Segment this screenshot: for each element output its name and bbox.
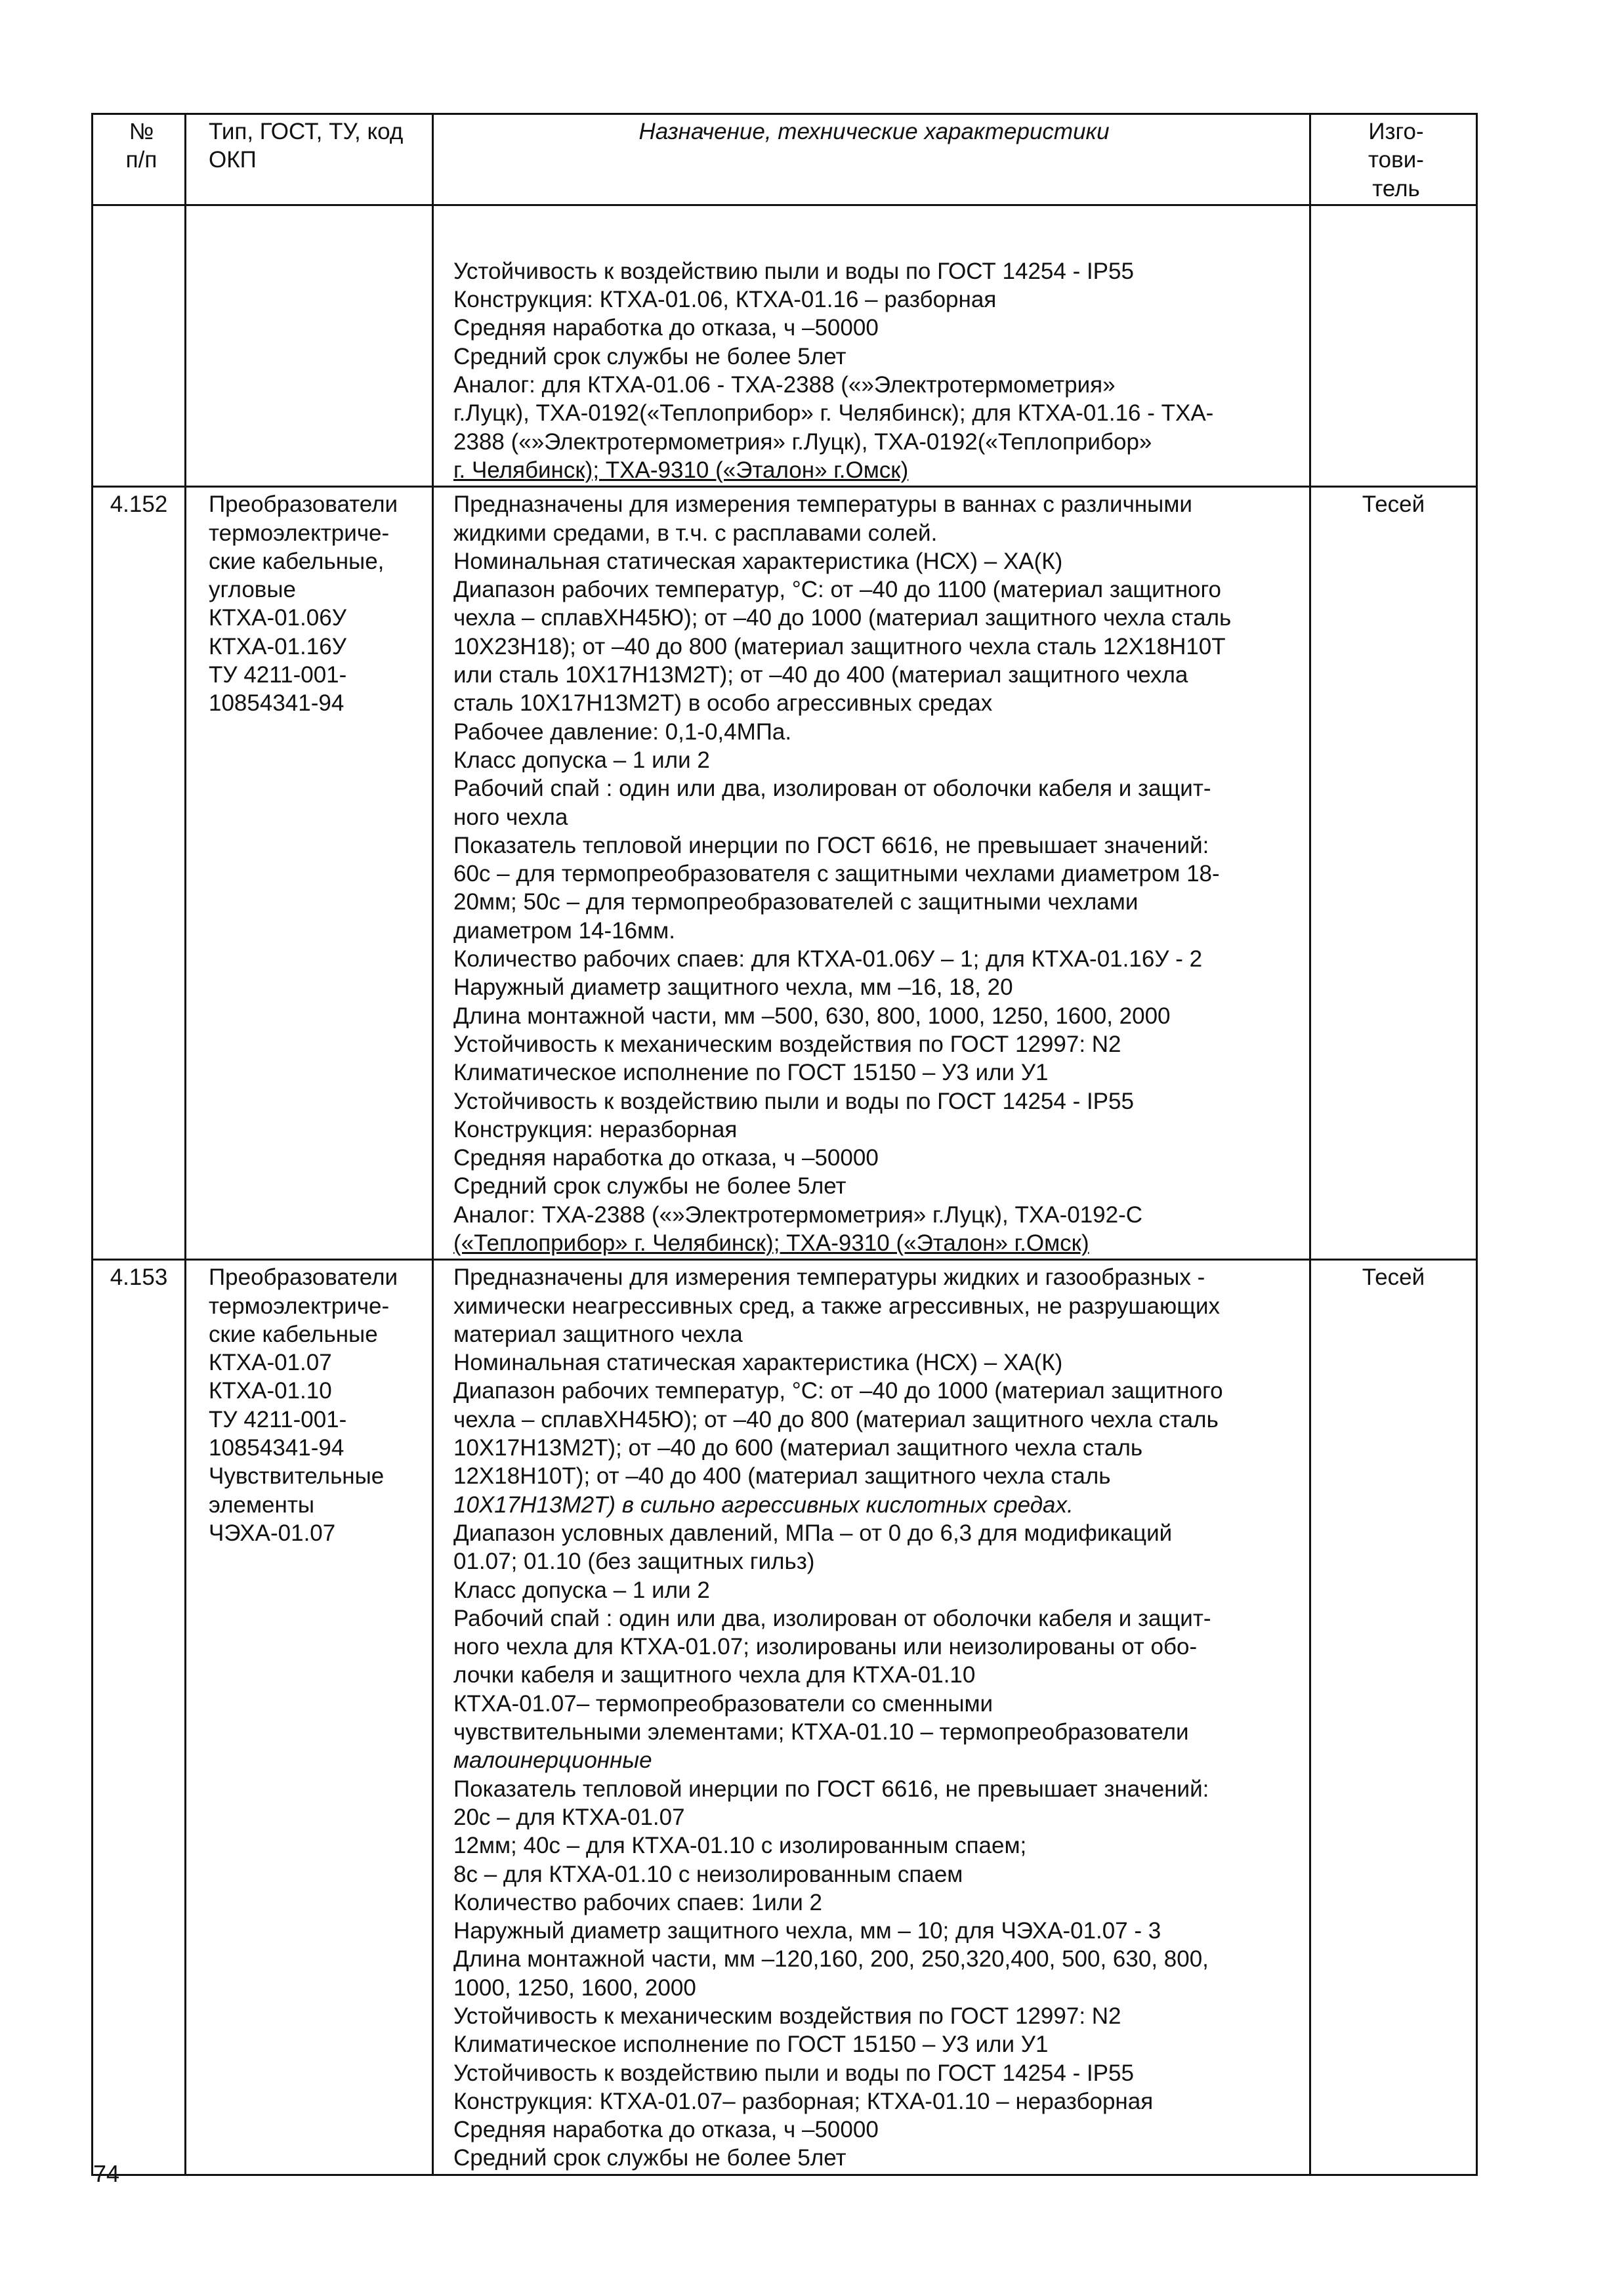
description-line: Номинальная статическая характеристика (НСХ) – ХА(К) — [453, 1350, 1063, 1376]
description-line: г.Луцк), ТХА-0192(«Теплоприбор» г. Челябинск); для КТХА-01.16 - ТХА- — [453, 400, 1214, 427]
description-line: Средняя наработка до отказа, ч –50000 — [453, 315, 879, 341]
description-line: Устойчивость к механическим воздействия по ГОСТ 12997: N2 — [453, 1031, 1121, 1057]
description-line: Конструкция: неразборная — [453, 1116, 738, 1142]
description-line: Средний срок службы не более 5лет — [453, 343, 846, 369]
table-row — [93, 1260, 1477, 2175]
header-num-line: № — [129, 119, 154, 144]
description-line: малоинерционные — [453, 1747, 652, 1774]
header-description-line: Назначение, технические характеристики — [638, 119, 1110, 144]
type-line: Преобразователи — [209, 491, 398, 518]
cell-manufacturer — [1310, 205, 1477, 486]
type-line: КТХА-01.16У — [209, 633, 346, 659]
type-line: КТХА-01.06У — [209, 605, 346, 631]
description-line: Устойчивость к воздействию пыли и воды по ГОСТ 14254 - IP55 — [453, 2060, 1134, 2086]
description-line: 8с – для КТХА-01.10 с неизолированным спаем — [453, 1861, 963, 1887]
header-type — [186, 114, 433, 205]
description-line: Класс допуска – 1 или 2 — [453, 1577, 710, 1603]
description-line: 12Х18Н10Т); от –40 до 400 (материал защитного чехла сталь — [453, 1463, 1111, 1490]
description-line: Предназначены для измерения температуры в ваннах с различными — [453, 491, 1192, 518]
description-line: Количество рабочих спаев: 1или 2 — [453, 1889, 822, 1915]
page-number: 74 — [93, 2160, 120, 2187]
type-line: 10854341-94 — [209, 1435, 345, 1461]
cell-number: 4.152 — [93, 487, 186, 1260]
header-maker-line: тови- — [1368, 147, 1424, 173]
cell-type — [186, 205, 433, 486]
description-line: 60с – для термопреобразователя с защитными чехлами диаметром 18- — [453, 861, 1220, 887]
description-line: Средняя наработка до отказа, ч –50000 — [453, 2117, 879, 2143]
type-line: Преобразователи — [209, 1264, 398, 1291]
header-maker — [1310, 114, 1477, 205]
cell-description — [433, 487, 1310, 1260]
description-line: 10Х23Н18); от –40 до 800 (материал защитного чехла сталь 12Х18Н10Т — [453, 633, 1226, 659]
description-line: жидкими средами, в т.ч. с расплавами солей. — [453, 520, 938, 546]
description-line: Наружный диаметр защитного чехла, мм – 10; для ЧЭХА-01.07 - 3 — [453, 1918, 1161, 1944]
description-line: 20мм; 50с – для термопреобразователей с защитными чехлами — [453, 889, 1139, 915]
header-description — [433, 114, 1310, 205]
cell-number: 4.153 — [93, 1260, 186, 2175]
description-line: 10Х17Н13М2Т); от –40 до 600 (материал защитного чехла сталь — [453, 1435, 1143, 1461]
type-line: КТХА-01.07 — [209, 1350, 332, 1376]
description-line: Длина монтажной части, мм –500, 630, 800, 1000, 1250, 1600, 2000 — [453, 1003, 1171, 1029]
description-line: 01.07; 01.10 (без защитных гильз) — [453, 1549, 815, 1575]
description-line: Показатель тепловой инерции по ГОСТ 6616, не превышает значений: — [453, 832, 1209, 858]
description-line: 10Х17Н13М2Т) в сильно агрессивных кислотных средах. — [453, 1492, 1074, 1518]
type-line: КТХА-01.10 — [209, 1378, 332, 1404]
description-line: 20с – для КТХА-01.07 — [453, 1804, 685, 1830]
cell-description — [433, 205, 1310, 486]
description-line: 12мм; 40с – для КТХА-01.10 с изолированным спаем; — [453, 1833, 1027, 1859]
description-line: Длина монтажной части, мм –120,160, 200, 250,320,400, 500, 630, 800, — [453, 1946, 1209, 1972]
description-line: химически неагрессивных сред, а также агрессивных, не разрушающих — [453, 1293, 1221, 1319]
type-line: угловые — [209, 577, 296, 603]
description-line: 1000, 1250, 1600, 2000 — [453, 1974, 696, 2001]
description-line: 2388 («»Электротермометрия» г.Луцк), ТХА-0192(«Теплоприбор» — [453, 428, 1152, 455]
table-body — [93, 205, 1477, 2175]
cell-manufacturer: Тесей — [1310, 1260, 1477, 2175]
description-line: Конструкция: КТХА-01.07– разборная; КТХА-01.10 – неразборная — [453, 2088, 1154, 2114]
description-line: Рабочий спай : один или два, изолирован от оболочки кабеля и защит- — [453, 776, 1211, 802]
cell-number — [93, 205, 186, 486]
description-line: Рабочее давление: 0,1-0,4МПа. — [453, 719, 792, 745]
cell-description — [433, 1260, 1310, 2175]
header-num-line: п/п — [125, 147, 157, 173]
description-line: Диапазон рабочих температур, °С: от –40 до 1100 (материал защитного — [453, 577, 1221, 603]
header-maker-line: Изго- — [1368, 119, 1424, 144]
spec-table — [91, 113, 1478, 2176]
description-line: Устойчивость к воздействию пыли и воды по ГОСТ 14254 - IP55 — [453, 258, 1134, 284]
description-line: чехла – сплавХН45Ю); от –40 до 1000 (материал защитного чехла сталь — [453, 605, 1232, 631]
table-row — [93, 487, 1477, 1260]
type-line: ТУ 4211-001- — [209, 662, 347, 688]
description-line: диаметром 14-16мм. — [453, 917, 675, 944]
description-line: Климатическое исполнение по ГОСТ 15150 – У3 или У1 — [453, 2032, 1049, 2058]
description-line: Аналог: для КТХА-01.06 - ТХА-2388 («»Электротермометрия» — [453, 372, 1116, 398]
header-type-line: Тип, ГОСТ, ТУ, код — [209, 119, 404, 144]
type-line: ТУ 4211-001- — [209, 1406, 347, 1432]
description-line: Количество рабочих спаев: для КТХА-01.06У – 1; для КТХА-01.16У - 2 — [453, 946, 1203, 972]
description-line: г. Челябинск); ТХА-9310 («Эталон» г.Омск) — [453, 457, 909, 483]
table-row — [93, 205, 1477, 486]
description-line: («Теплоприбор» г. Челябинск); ТХА-9310 («Эталон» г.Омск) — [453, 1230, 1089, 1256]
description-line: ного чехла — [453, 804, 568, 830]
description-line: Устойчивость к механическим воздействия по ГОСТ 12997: N2 — [453, 2003, 1121, 2029]
type-line: 10854341-94 — [209, 690, 345, 717]
description-line: Диапазон рабочих температур, °С: от –40 до 1000 (материал защитного — [453, 1378, 1223, 1404]
description-line: сталь 10Х17Н13М2Т) в особо агрессивных средах — [453, 690, 993, 717]
type-line: ские кабельные — [209, 1321, 378, 1347]
description-line: Средний срок службы не более 5лет — [453, 2145, 846, 2171]
description-line: Средняя наработка до отказа, ч –50000 — [453, 1145, 879, 1171]
description-line: Рабочий спай : один или два, изолирован от оболочки кабеля и защит- — [453, 1605, 1211, 1631]
type-line: термоэлектриче- — [209, 1293, 390, 1319]
description-line: материал защитного чехла — [453, 1321, 743, 1347]
type-line: Чувствительные — [209, 1463, 385, 1490]
description-line: Устойчивость к воздействию пыли и воды по ГОСТ 14254 - IP55 — [453, 1088, 1134, 1114]
type-line: термоэлектриче- — [209, 520, 390, 546]
description-line: Климатическое исполнение по ГОСТ 15150 – У3 или У1 — [453, 1060, 1049, 1086]
header-num — [93, 114, 186, 205]
description-line: чехла – сплавХН45Ю); от –40 до 800 (материал защитного чехла сталь — [453, 1406, 1219, 1432]
cell-manufacturer: Тесей — [1310, 487, 1477, 1260]
description-line: лочки кабеля и защитного чехла для КТХА-01.10 — [453, 1662, 976, 1688]
description-line: Предназначены для измерения температуры жидких и газообразных - — [453, 1264, 1205, 1291]
description-line: Наружный диаметр защитного чехла, мм –16, 18, 20 — [453, 974, 1013, 1001]
description-line: Номинальная статическая характеристика (НСХ) – ХА(К) — [453, 548, 1063, 574]
description-line: Средний срок службы не более 5лет — [453, 1173, 846, 1200]
type-line: ские кабельные, — [209, 548, 385, 574]
description-line: или сталь 10Х17Н13М2Т); от –40 до 400 (материал защитного чехла — [453, 662, 1188, 688]
cell-type — [186, 487, 433, 1260]
header-maker-line: тель — [1372, 175, 1420, 201]
description-line: Класс допуска – 1 или 2 — [453, 747, 710, 773]
description-line: КТХА-01.07– термопреобразователи со сменными — [453, 1690, 993, 1717]
type-line: элементы — [209, 1492, 315, 1518]
description-line: ного чехла для КТХА-01.07; изолированы или неизолированы от обо- — [453, 1634, 1198, 1660]
cell-type — [186, 1260, 433, 2175]
description-line: Конструкция: КТХА-01.06, КТХА-01.16 – разборная — [453, 287, 997, 313]
header-type-line: ОКП — [209, 147, 257, 173]
description-line: чувствительными элементами; КТХА-01.10 – термопреобразователи — [453, 1719, 1189, 1745]
type-line: ЧЭХА-01.07 — [209, 1520, 336, 1546]
header-row — [93, 114, 1477, 205]
description-line: Показатель тепловой инерции по ГОСТ 6616, не превышает значений: — [453, 1776, 1209, 1802]
description-line: Диапазон условных давлений, МПа – от 0 до 6,3 для модификаций — [453, 1520, 1173, 1546]
description-line: Аналог: ТХА-2388 («»Электротермометрия» г.Луцк), ТХА-0192-С — [453, 1201, 1143, 1228]
